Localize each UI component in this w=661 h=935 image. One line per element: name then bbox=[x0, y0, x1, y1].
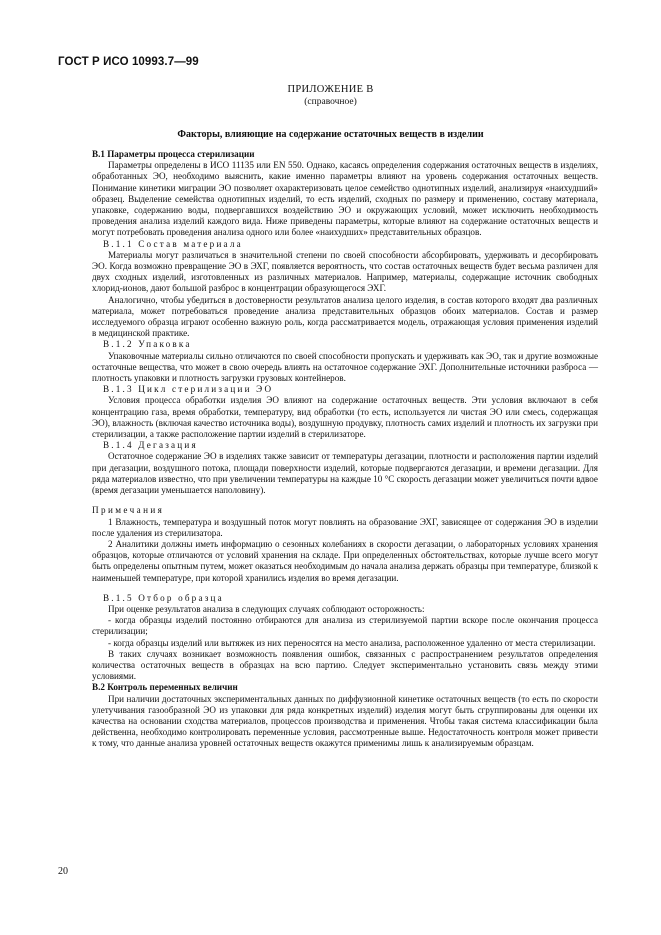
appendix-type: (справочное) bbox=[304, 97, 357, 107]
paragraph: Параметры определены в ИСО 11135 или EN 550. Однако, касаясь определения содержания остаточных веществ в изделиях, обработанных ЭО, необходимо выяснить, какие именно параметры влияют на уровень содержания остаточных веществ. Понимание кинетики миграции ЭО позволяет охарактеризовать целое семейство однотипных изделий, анализируя «наихудший» образец. Выделение семейства однотипных изделий, то есть изделий, сходных по размеру и применению, составу материала, упаковке, содержанию воды, подвергавшихся воздействию ЭО и окружающих условий, может исключить необходимость проведения анализа изделий каждого вида. Ниже приведены параметры, которые влияют на содержание остаточных веществ и могут потребовать проведения анализа одного или более «наихудших» представительных образцов. bbox=[92, 160, 598, 238]
document-title: Факторы, влияющие на содержание остаточных веществ в изделии bbox=[177, 129, 484, 140]
standard-code: ГОСТ Р ИСО 10993.7—99 bbox=[58, 56, 199, 68]
paragraph: Материалы могут различаться в значительной степени по своей способности абсорбировать, удерживать и десорбировать ЭО. Когда возможно превращение ЭО в ЭХГ, появляется вероятность, что состав остаточных веществ будет весьма различен для двух сходных изделий, изготовленных из различных материалов. Например, материалы, содержащие источник свободных хлорид-ионов, дают большой разброс в концентрации образующегося ЭХГ. bbox=[92, 249, 598, 294]
note-1: 1 Влажность, температура и воздушный поток могут повлиять на образование ЭХГ, зависящее от содержания ЭО в изделии после удаления из стерилизатора. bbox=[92, 516, 598, 538]
subsection-heading-b1-2: В.1.2 Упаковка bbox=[103, 339, 192, 350]
spacer bbox=[92, 496, 598, 505]
subsection-heading-b1-3: В.1.3 Цикл стерилизации ЭО bbox=[103, 384, 274, 395]
paragraph: Остаточное содержание ЭО в изделиях также зависит от температуры дегазации, плотности и расположения партии изделий при дегазации, воздушного потока, площади поверхности изделий, которые подвергаются дегазации, и времени дегазации. Для ряда материалов известно, что при увеличении температуры на каждые 10 °С скорость дегазации может увеличиться почти вдвое (время дегазации уменьшается наполовину). bbox=[92, 451, 598, 496]
subsection-heading-b1-4: В.1.4 Дегазация bbox=[103, 440, 198, 451]
document-body bbox=[92, 149, 598, 750]
paragraph: Упаковочные материалы сильно отличаются по своей способности пропускать и удерживать как ЭО, так и другие возможные остаточные вещества, что может в свою очередь влиять на остаточное содержание ЭХГ. Дополнительные источники разброса — плотность упаковки и плотность загрузки грузовых контейнеров. bbox=[92, 350, 598, 384]
notes-heading: Примечания bbox=[92, 505, 165, 516]
subsection-heading-b1-1: В.1.1 Состав материала bbox=[103, 238, 243, 249]
subsection-heading-b1-5: В.1.5 Отбор образца bbox=[103, 592, 224, 603]
page-number: 20 bbox=[58, 866, 68, 877]
list-item: - когда образцы изделий или вытяжек из них переносятся на место анализа, расположенное удаленно от места стерилизации. bbox=[108, 637, 596, 648]
spacer bbox=[92, 584, 598, 593]
paragraph: В таких случаях возникает возможность появления ошибок, связанных с распространением результатов определения количества остаточных веществ в образцах на всю партию. Следует экспериментально установить связь между этими условиями. bbox=[92, 648, 598, 682]
paragraph: При оценке результатов анализа в следующих случаях соблюдают осторожность: bbox=[108, 603, 425, 614]
paragraph: Аналогично, чтобы убедиться в достоверности результатов анализа целого изделия, в состав которого входят два различных материала, может потребоваться проведение анализа представительных образцов обоих материалов. Состав и размер исследуемого образца играют особенно важную роль, когда рассматривается модель, отражающая условия применения изделий в медицинской практике. bbox=[92, 294, 598, 339]
paragraph: При наличии достаточных экспериментальных данных по диффузионной кинетике остаточных веществ (то есть по скорости улетучивания газообразной ЭО из упаковки для ряда конкретных изделий) изделия могут быть сгруппированы для оценки их качества на основании сходства материалов, процессов производства и применения. Чтобы такая система классификации была действенна, необходимо контролировать переменные условия, рассмотренные выше. Недостаточность контроля может привести к тому, что данные анализа уровней остаточных веществ окажутся применимы лишь к анализируемым образцам. bbox=[92, 693, 598, 749]
section-heading-b1: В.1 Параметры процесса стерилизации bbox=[92, 149, 255, 159]
paragraph: Условия процесса обработки изделия ЭО влияют на содержание остаточных веществ. Эти условия включают в себя концентрацию газа, время обработки, температуру, вид обработки (то есть, используется ли чистая ЭО или смесь, содержащая ЭО), влажность (включая качество источника воды), воздушную продувку, плотность самих изделий и плотность их загрузки при стерилизации, а также расположение партии изделий в стерилизаторе. bbox=[92, 395, 598, 440]
note-2: 2 Аналитики должны иметь информацию о сезонных колебаниях в скорости дегазации, о лабораторных условиях хранения образцов, которые отличаются от условий хранения на складе. При определенных обстоятельствах, которые лучше всего могут быть определены опытным путем, может оказаться необходимым до начала анализа держать образцы при температуре, близкой к наименьшей температуре, при которой хранились изделия во время дегазации. bbox=[92, 538, 598, 583]
section-heading-b2: В.2 Контроль переменных величин bbox=[92, 682, 238, 693]
list-item: - когда образцы изделий постоянно отбираются для анализа из стерилизуемой партии вскоре после окончания процесса стерилизации; bbox=[92, 615, 598, 637]
appendix-title: ПРИЛОЖЕНИЕ В bbox=[287, 84, 374, 95]
